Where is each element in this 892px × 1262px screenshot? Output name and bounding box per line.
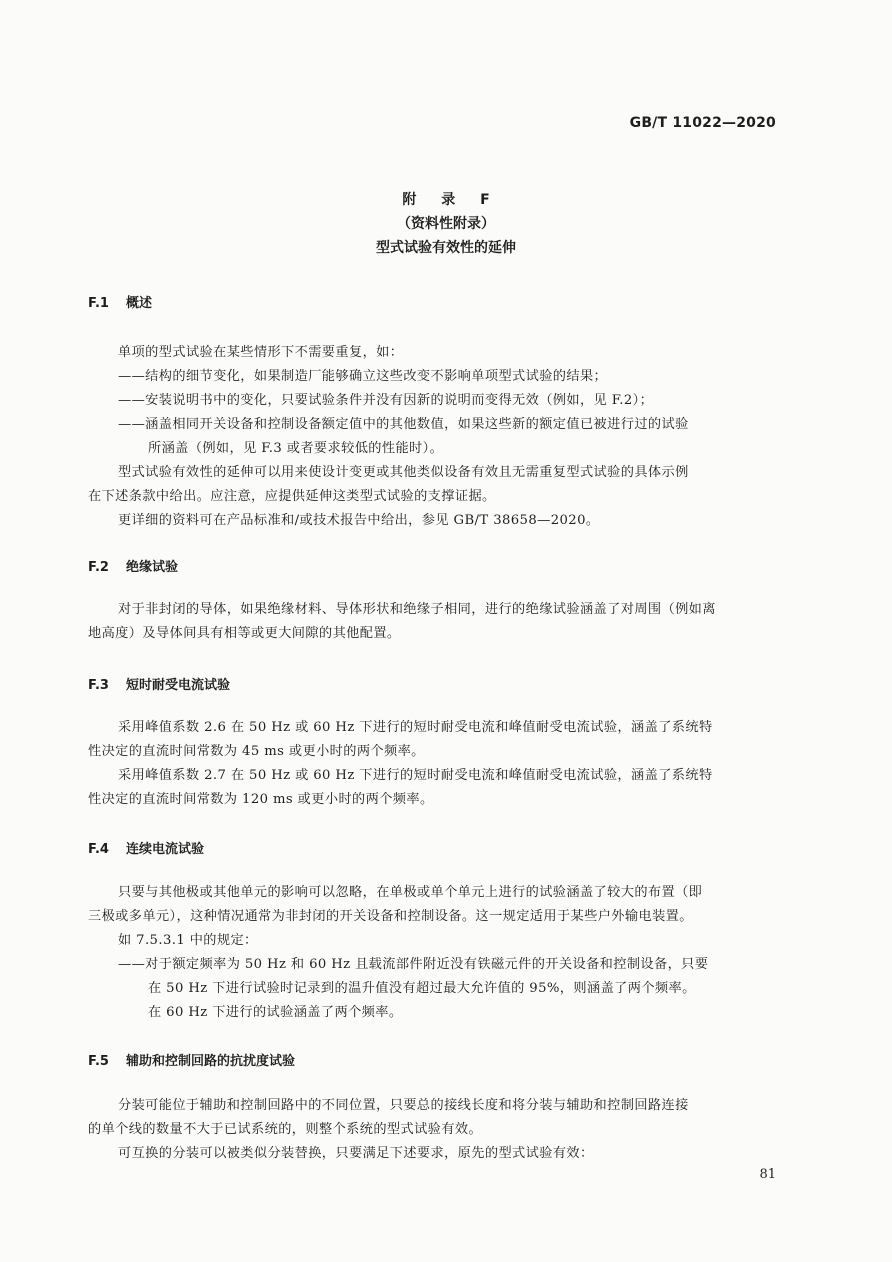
paragraph: 更详细的资料可在产品标准和/或技术报告中给出，参见 GB/T 38658—2020。: [118, 513, 600, 528]
list-item-continuation: 在 50 Hz 下进行试验时记录到的温升值没有超过最大允许值的 95%，则涵盖了两个频率。: [148, 981, 696, 996]
list-item: ——对于额定频率为 50 Hz 和 60 Hz 且载流部件附近没有铁磁元件的开关设备和控制设备，只要: [118, 957, 709, 972]
annex-label: 附 录 F: [402, 192, 500, 208]
paragraph: 可互换的分装可以被类似分装替换，只要满足下述要求，原先的型式试验有效：: [118, 1146, 594, 1161]
section-f3-body: [88, 716, 778, 812]
annex-title: [0, 188, 892, 260]
section-heading-f5: [88, 1050, 295, 1069]
paragraph-continuation: 性决定的直流时间常数为 120 ms 或更小时的两个频率。: [88, 792, 434, 807]
paragraph: 如 7.5.3.1 中的规定：: [118, 933, 258, 948]
paragraph-continuation: 的单个线的数量不大于已试系统的，则整个系统的型式试验有效。: [88, 1122, 483, 1137]
section-title: 连续电流试验: [126, 842, 205, 857]
paragraph: 只要与其他极或其他单元的影响可以忽略，在单极或单个单元上进行的试验涵盖了较大的布置（即: [118, 885, 703, 900]
list-item: ——涵盖相同开关设备和控制设备额定值中的其他数值，如果这些新的额定值已被进行过的试验: [118, 417, 689, 432]
section-heading-f1: [88, 292, 152, 311]
paragraph: 对于非封闭的导体，如果绝缘材料、导体形状和绝缘子相同，进行的绝缘试验涵盖了对周围（例如离: [118, 602, 716, 617]
section-heading-f4: [88, 838, 204, 857]
annex-heading: 型式试验有效性的延伸: [376, 240, 516, 256]
list-item-continuation: 所涵盖（例如，见 F.3 或者要求较低的性能时）。: [148, 441, 444, 456]
section-number: F.4: [88, 842, 109, 857]
standard-number: GB/T 11022—2020: [629, 115, 776, 131]
section-heading-f3: [88, 674, 230, 693]
section-title: 短时耐受电流试验: [126, 678, 231, 693]
paragraph-continuation: 三极或多单元），这种情况通常为非封闭的开关设备和控制设备。这一规定适用于某些户外输电装置。: [88, 909, 693, 924]
list-item: ——结构的细节变化，如果制造厂能够确立这些改变不影响单项型式试验的结果；: [118, 369, 608, 384]
paragraph-continuation: 在下述条款中给出。应注意，应提供延伸这类型式试验的支撑证据。: [88, 489, 496, 504]
section-number: F.3: [88, 678, 109, 693]
list-item: ——安装说明书中的变化，只要试验条件并没有因新的说明而变得无效（例如，见 F.2）；: [118, 393, 654, 408]
paragraph-continuation: 性决定的直流时间常数为 45 ms 或更小时的两个频率。: [88, 744, 425, 759]
paragraph-continuation: 地高度）及导体间具有相等或更大间隙的其他配置。: [88, 626, 401, 641]
section-title: 辅助和控制回路的抗扰度试验: [126, 1054, 296, 1069]
section-number: F.1: [88, 296, 109, 311]
section-number: F.5: [88, 1054, 109, 1069]
section-title: 概述: [126, 296, 153, 311]
section-f2-body: [88, 598, 778, 646]
annex-type: （资料性附录）: [397, 216, 495, 232]
section-heading-f2: [88, 556, 178, 575]
section-title: 绝缘试验: [126, 560, 179, 575]
paragraph: 采用峰值系数 2.7 在 50 Hz 或 60 Hz 下进行的短时耐受电流和峰值耐受电流试验，涵盖了系统特: [118, 768, 713, 783]
paragraph: 分装可能位于辅助和控制回路中的不同位置，只要总的接线长度和将分装与辅助和控制回路连接: [118, 1098, 689, 1113]
section-f5-body: [88, 1094, 778, 1166]
page-number: 81: [759, 1167, 776, 1182]
list-item-continuation: 在 60 Hz 下进行的试验涵盖了两个频率。: [148, 1005, 403, 1020]
section-f1-body: [88, 341, 778, 533]
paragraph: 型式试验有效性的延伸可以用来使设计变更或其他类似设备有效且无需重复型式试验的具体示例: [118, 465, 689, 480]
section-f4-body: [88, 881, 778, 1025]
paragraph: 采用峰值系数 2.6 在 50 Hz 或 60 Hz 下进行的短时耐受电流和峰值耐受电流试验，涵盖了系统特: [118, 720, 713, 735]
section-number: F.2: [88, 560, 109, 575]
paragraph: 单项的型式试验在某些情形下不需要重复，如：: [118, 345, 404, 360]
